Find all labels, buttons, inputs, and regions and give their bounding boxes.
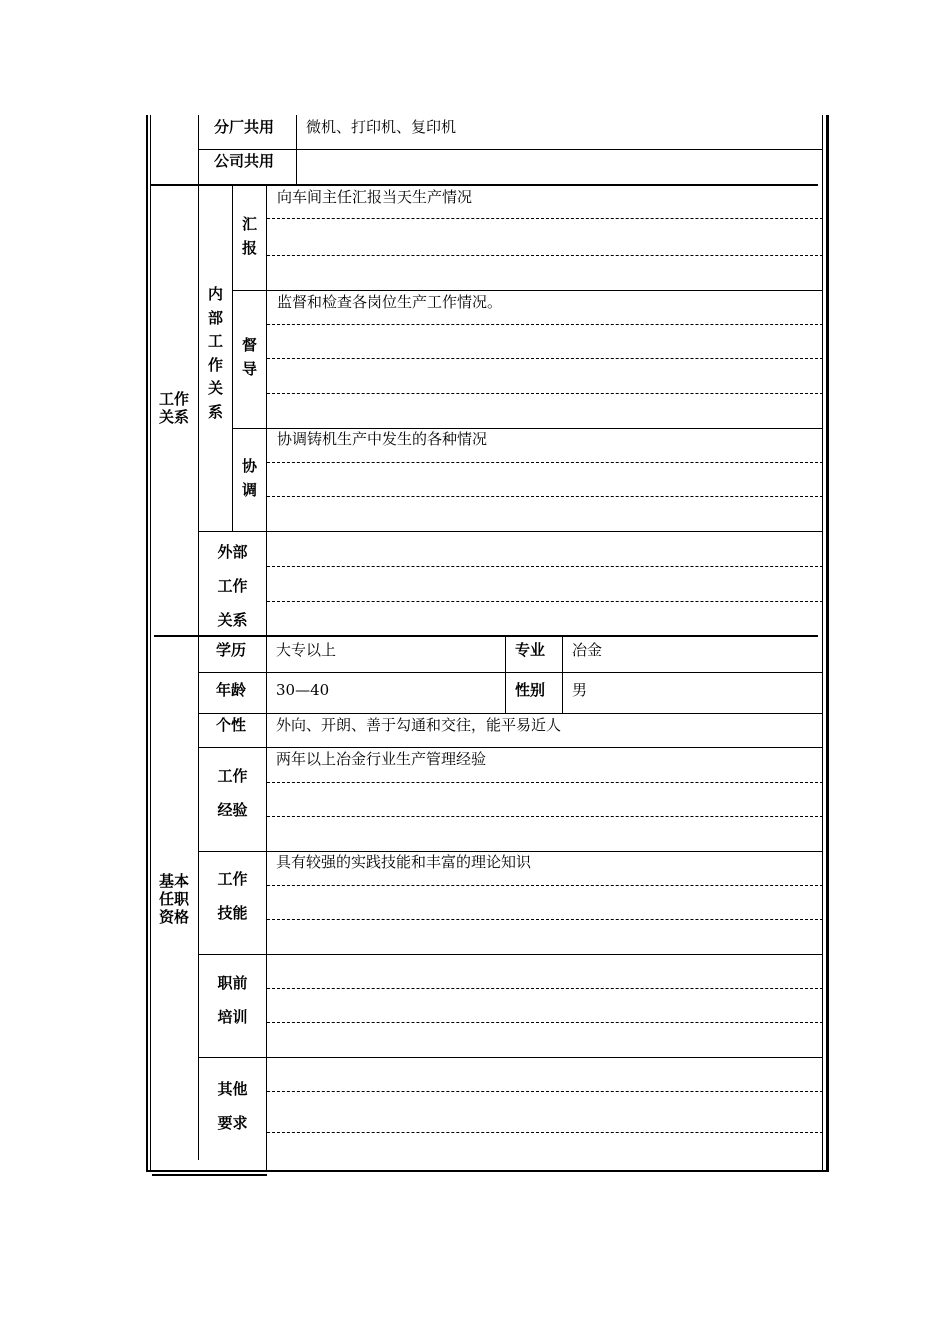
- row-line-age: [198, 713, 822, 714]
- branch-shared-value: 微机、打印机、复印机: [306, 118, 457, 136]
- frame-right-inner: [822, 115, 823, 1172]
- frame-left-inner: [150, 115, 151, 1172]
- supervise-char: 导: [241, 360, 257, 378]
- branch-shared-label: 分厂共用: [214, 118, 275, 136]
- personality-label: 个性: [216, 716, 247, 734]
- qualifications-section-label: [152, 872, 196, 926]
- internal-char: 工: [207, 332, 223, 350]
- personality-value: 外向、开朗、善于勾通和交往，能平易近人: [276, 716, 562, 734]
- col-divider-major-right: [562, 636, 563, 713]
- dash-line: [267, 324, 823, 325]
- dash-line: [267, 358, 823, 359]
- row-line-personality: [198, 747, 822, 748]
- coordinate-label: [233, 454, 266, 502]
- internal-char: 作: [207, 355, 223, 374]
- coordinate-char: 调: [241, 481, 257, 499]
- qualifications-label-line: 资格: [158, 908, 189, 926]
- frame-right-outer: [826, 115, 829, 1172]
- dash-line: [267, 1022, 823, 1023]
- gender-label: 性别: [515, 681, 546, 699]
- dash-line: [267, 1132, 823, 1133]
- section-divider-1: [150, 184, 818, 186]
- dash-line: [267, 218, 823, 219]
- row-line-supervise: [232, 428, 822, 429]
- dash-line: [267, 816, 823, 817]
- major-label: 专业: [515, 641, 546, 659]
- dash-line: [267, 1091, 823, 1092]
- company-shared-label: 公司共用: [214, 152, 275, 170]
- age-label: 年龄: [216, 681, 247, 699]
- skills-line: 工作: [217, 870, 248, 888]
- report-char: 汇: [241, 215, 257, 233]
- experience-label: [199, 759, 266, 827]
- supervise-label: [233, 333, 266, 381]
- row-line-coordinate: [198, 531, 822, 532]
- row-line-branch: [198, 149, 822, 150]
- dash-line: [267, 885, 823, 886]
- work-relations-label-line1: 工作: [158, 390, 189, 408]
- row-line-education: [198, 672, 822, 673]
- dash-line: [267, 919, 823, 920]
- report-label: [233, 212, 266, 260]
- frame-bottom-left-stub: [152, 1174, 267, 1176]
- supervise-char: 督: [241, 336, 257, 354]
- dash-line: [267, 566, 823, 567]
- dash-line: [267, 393, 823, 394]
- internal-char: 关: [207, 379, 223, 397]
- experience-line: 工作: [217, 767, 248, 785]
- age-value: 30—40: [276, 681, 330, 699]
- experience-value: 两年以上冶金行业生产管理经验: [276, 750, 487, 768]
- report-value: 向车间主任汇报当天生产情况: [277, 188, 473, 206]
- gender-value: 男: [572, 681, 588, 699]
- frame-left-outer: [146, 115, 148, 1172]
- education-value: 大专以上: [276, 641, 337, 659]
- internal-char: 内: [207, 285, 223, 303]
- col-divider-major-left: [505, 636, 506, 713]
- internal-relations-label: [199, 283, 232, 424]
- skills-value: 具有较强的实践技能和丰富的理论知识: [276, 853, 532, 871]
- major-value: 冶金: [572, 641, 603, 659]
- dash-line: [267, 255, 823, 256]
- section-divider-2: [154, 635, 818, 637]
- other-line: 其他: [217, 1080, 248, 1098]
- internal-char: 部: [207, 308, 223, 327]
- skills-label: [199, 862, 266, 930]
- row-line-experience: [198, 851, 822, 852]
- education-label: 学历: [216, 641, 247, 659]
- work-relations-section-label: [152, 390, 196, 426]
- skills-line: 技能: [217, 904, 248, 922]
- coordinate-value: 协调铸机生产中发生的各种情况: [277, 430, 488, 448]
- external-relations-label: [199, 535, 266, 637]
- dash-line: [267, 496, 823, 497]
- coordinate-char: 协: [241, 457, 257, 475]
- row-line-skills: [198, 954, 822, 955]
- dash-line: [267, 462, 823, 463]
- supervise-value: 监督和检查各岗位生产工作情况。: [277, 293, 503, 311]
- training-line: 培训: [217, 1008, 248, 1026]
- external-line: 外部: [217, 543, 248, 561]
- row-line-report: [232, 290, 822, 291]
- dash-line: [267, 988, 823, 989]
- other-line: 要求: [217, 1114, 248, 1132]
- frame-bottom-outer: [146, 1170, 829, 1172]
- qualifications-label-line: 任职: [158, 890, 189, 908]
- qualifications-label-line: 基本: [158, 872, 189, 890]
- external-line: 工作: [217, 577, 248, 595]
- training-line: 职前: [217, 974, 248, 992]
- col-divider-equipment: [296, 115, 297, 185]
- experience-line: 经验: [217, 801, 248, 819]
- other-requirements-label: [199, 1072, 266, 1140]
- internal-char: 系: [207, 402, 223, 421]
- dash-line: [267, 782, 823, 783]
- row-line-training: [198, 1057, 822, 1058]
- training-label: [199, 966, 266, 1034]
- external-line: 关系: [217, 611, 248, 629]
- report-char: 报: [241, 239, 257, 257]
- work-relations-label-line2: 关系: [158, 408, 189, 426]
- dash-line: [267, 601, 823, 602]
